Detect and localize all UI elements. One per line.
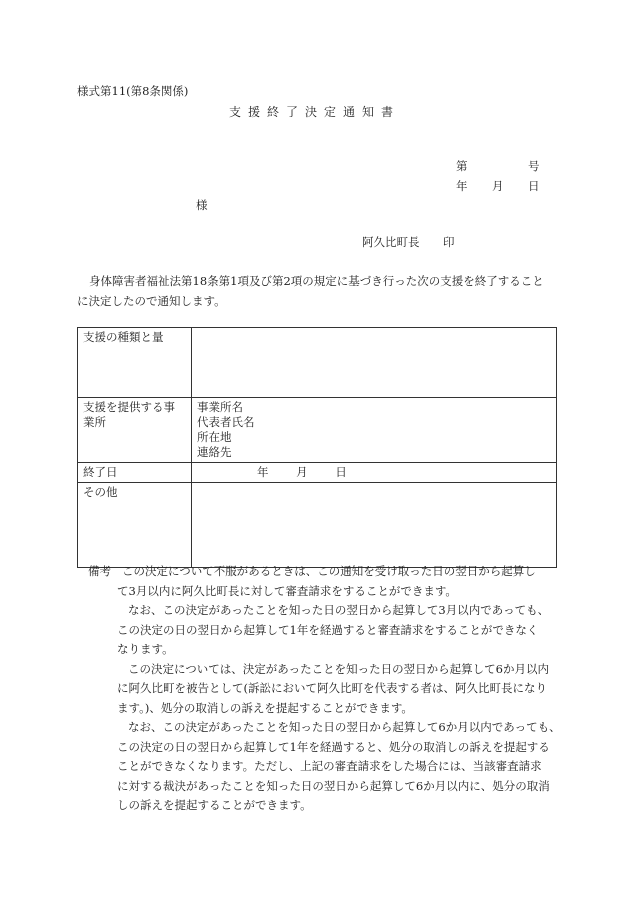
end-date-month: 月 [296,465,308,479]
notes-line: なお、この決定があったことを知った日の翌日から起算して3月以内であっても、 [128,603,550,617]
document-title: 支援終了決定通知書 [229,105,401,119]
end-date-year: 年 [257,465,269,479]
table-row [78,463,557,483]
table-row [78,483,557,568]
other-value [192,483,557,568]
date-year: 年 [456,179,468,193]
notes-label: 備考 [88,564,111,578]
provider-label-line-1: 支援を提供する事 [83,400,175,414]
notes-line: この決定の日の翌日から起算して1年を経過すると、処分の取消しの訴えを提起する [117,739,550,754]
provider-label-line-2: 業所 [83,415,106,429]
number-prefix: 第 [456,159,468,173]
other-label: その他 [78,483,192,568]
address-field: 所在地 [197,430,232,444]
end-date-label: 終了日 [78,463,192,483]
end-date-day: 日 [335,465,347,479]
provider-label [78,398,192,463]
notes-line: この決定については、決定があったことを知った日の翌日から起算して6か月以内 [128,661,549,676]
support-type-value [192,328,557,398]
addressee-suffix: 様 [196,198,208,212]
issuer-name: 阿久比町長 [362,235,420,249]
notes-line: て3月以内に阿久比町長に対して審査請求をすることができます。 [117,583,457,598]
body-line-1: 身体障害者福祉法第18条第1項及び第2項の規定に基づき行った次の支援を終了すること [89,274,544,288]
table-row [78,398,557,463]
notes-section [88,562,561,816]
office-name-field: 事業所名 [197,400,243,414]
support-type-label: 支援の種類と量 [78,328,192,398]
contact-field: 連絡先 [197,445,232,459]
table-row [78,328,557,398]
notes-line: しの訴えを提起することができます。 [117,798,312,812]
notes-line: ます。)、処分の取消しの訴えを提起することができます。 [117,700,413,715]
notes-line: 備考 この決定について不服があるときは、この通知を受け取った日の翌日から起算し [88,564,536,578]
notes-line: なります。 [117,642,174,656]
form-number: 様式第11(第8条関係) [77,84,189,98]
notes-line: この決定の日の翌日から起算して1年を経過すると審査請求をすることができなく [117,622,539,637]
provider-fields [192,398,557,463]
body-paragraph [77,271,557,311]
notes-line: に対する裁決があったことを知った日の翌日から起算して6か月以内に、処分の取消 [117,778,550,793]
date-month: 月 [492,179,504,193]
body-line-2: に決定したので通知します。 [77,294,226,308]
notes-line: なお、この決定があったことを知った日の翌日から起算して6か月以内であっても、 [128,720,561,734]
date-day: 日 [528,179,540,193]
notes-line: に阿久比町を被告として(訴訟において阿久比町を代表する者は、阿久比町長になり [117,681,547,695]
notes-line: ことができなくなります。ただし、上記の審査請求をした場合には、当該審査請求 [117,759,542,773]
representative-field: 代表者氏名 [197,415,255,429]
support-table [77,327,557,568]
number-suffix: 号 [528,159,540,173]
end-date-value [192,463,557,483]
seal-mark: 印 [443,235,455,249]
